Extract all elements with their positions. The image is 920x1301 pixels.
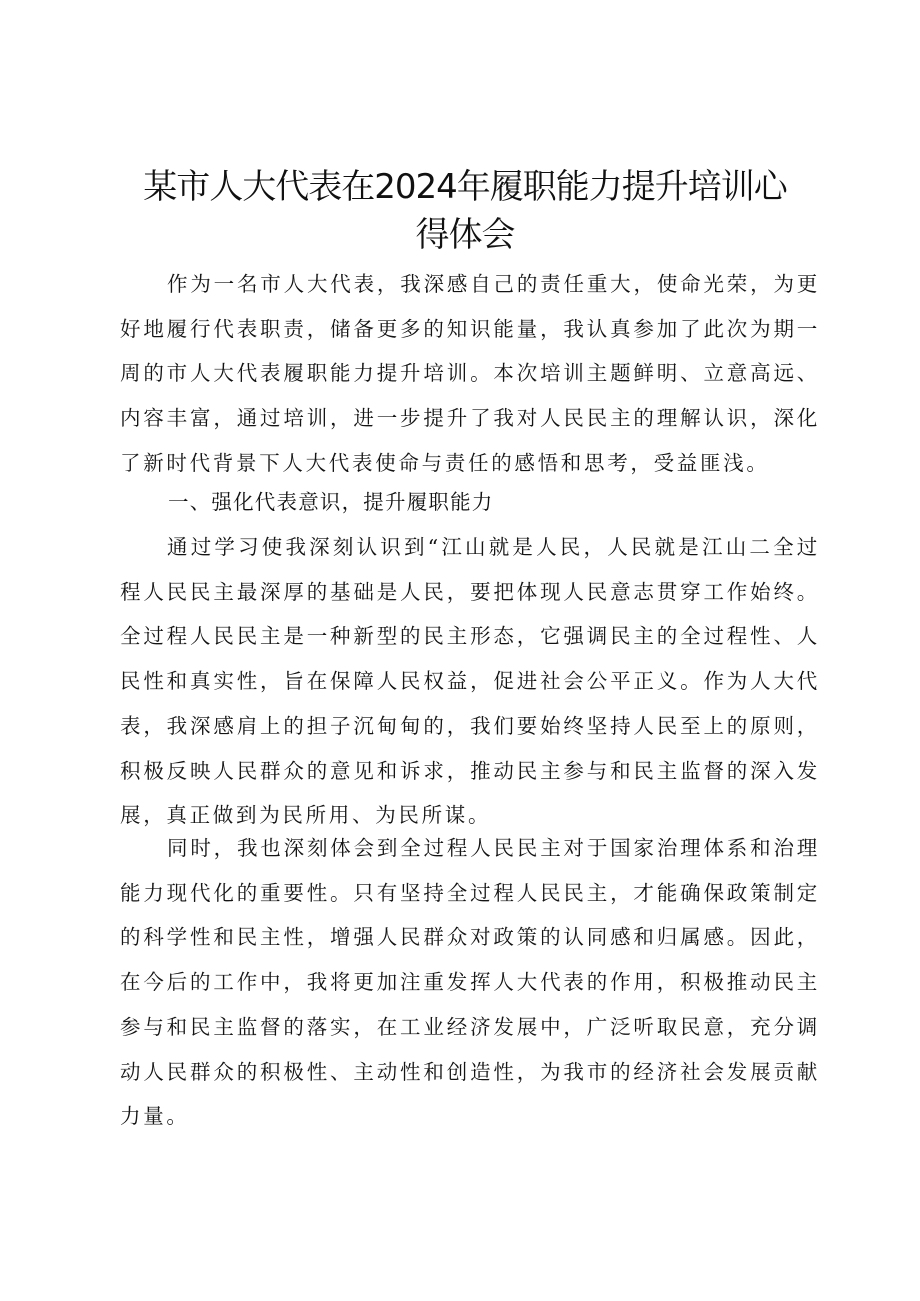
document-title-line-2: 得体会 bbox=[415, 215, 515, 255]
section-heading: 一、强化代表意识，提升履职能力 bbox=[168, 490, 494, 514]
intro-paragraph: 作为一名市人大代表，我深感自己的责任重大，使命光荣，为更好地履行代表职责，储备更多的知识能量，我认真参加了此次为期一周的市人大代表履职能力提升培训。本次培训主题鲜明、立意高远、内容丰富，通过培训，进一步提升了我对人民民主的理解认识，深化了新时代背景下人大代表使命与责任的感悟和思考，受益匪浅。 bbox=[120, 272, 820, 475]
body-paragraph-1: 通过学习使我深刻认识到“江山就是人民，人民就是江山二全过程人民民主最深厚的基础是人民，要把体现人民意志贯穿工作始终。全过程人民民主是一种新型的民主形态，它强调民主的全过程性、人民性和真实性，旨在保障人民权益，促进社会公平正义。作为人大代表，我深感肩上的担子沉甸甸的，我们要始终坚持人民至上的原则，积极反映人民群众的意见和诉求，推动民主参与和民主监督的深入发展，真正做到为民所用、为民所谋。 bbox=[120, 535, 820, 828]
body-paragraph-2: 同时，我也深刻体会到全过程人民民主对于国家治理体系和治理能力现代化的重要性。只有坚持全过程人民民主，才能确保政策制定的科学性和民主性，增强人民群众对政策的认同感和归属感。因此，在今后的工作中，我将更加注重发挥人大代表的作用，积极推动民主参与和民主监督的落实，在工业经济发展中，广泛听取民意，充分调动人民群众的积极性、主动性和创造性，为我市的经济社会发展贡献力量。 bbox=[120, 836, 820, 1129]
document-title-line-1: 某市人大代表在2024年履职能力提升培训心 bbox=[143, 167, 787, 207]
